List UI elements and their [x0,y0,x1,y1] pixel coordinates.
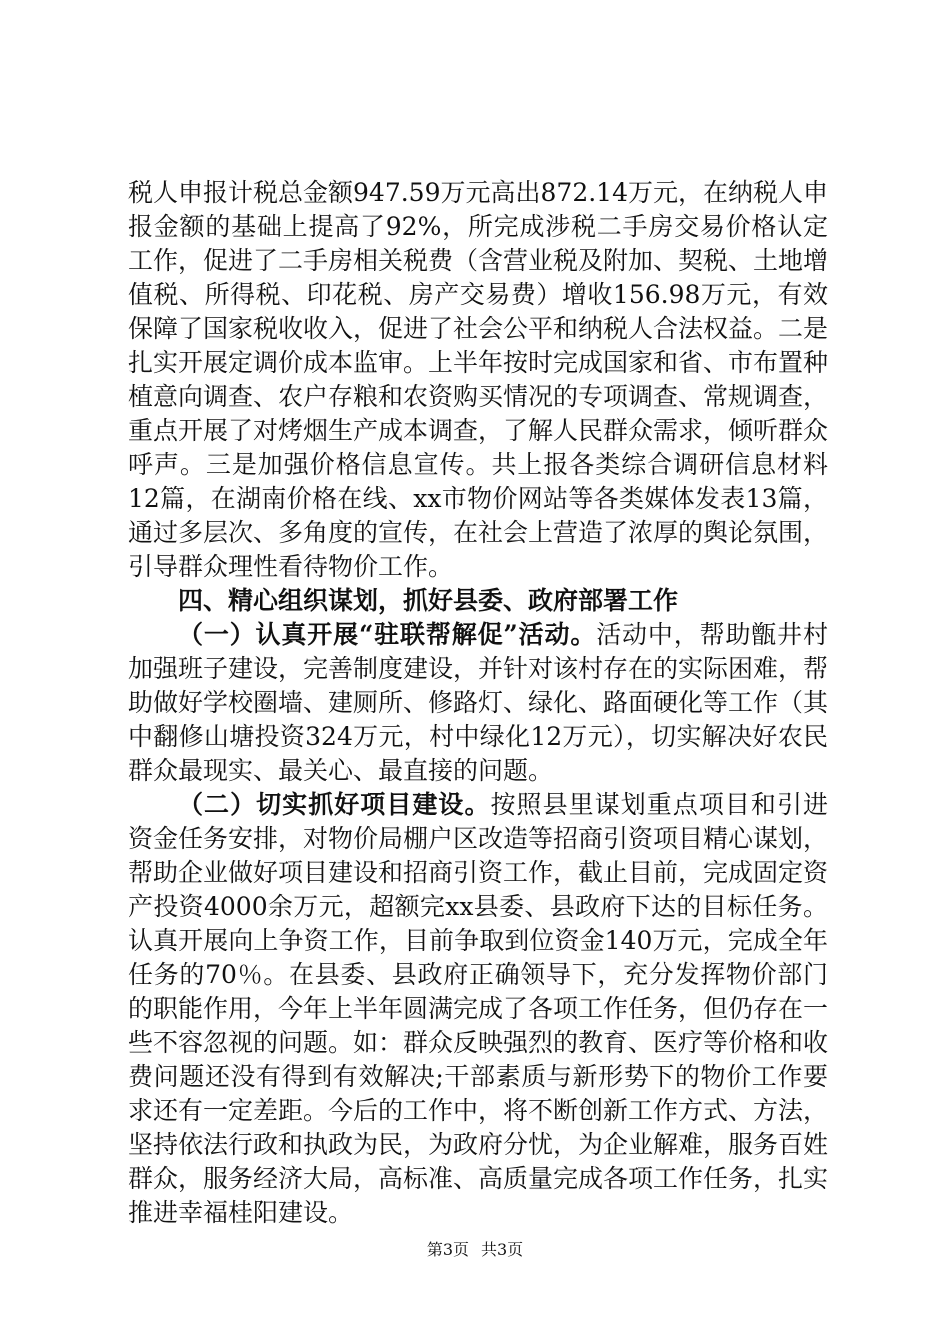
page-number: 第3页 [426,1240,469,1259]
section-heading-four: 四、精心组织谋划，抓好县委、政府部署工作 [178,586,679,615]
paragraph-lead-village-assistance: （一）认真开展“驻联帮解促”活动。 [178,620,597,649]
paragraph-body-project-construction: 按照县里谋划重点项目和引进资金任务安排，对物价局棚户区改造等招商引资项目精心谋划，帮助企业做好项目建设和招商引资工作，截止目前，完成固定资产投资4000余万元，超额完xx县委、县政府下达的目标任务。认真开展向上争资工作，目前争取到位资金140万元，完成全年任务的70％。在县委、县政府正确领导下，充分发挥物价部门的职能作用，今年上半年圆满完成了各项工作任务，但仍存在一些不容忽视的问题。如：群众反映强烈的教育、医疗等价格和收费问题还没有得到有效解决;干部素质与新形势下的物价工作要求还有一定差距。今后的工作中，将不断创新工作方式、方法，坚持依法行政和执政为民，为政府分忧，为企业解难，服务百姓群众，服务经济大局，高标准、高质量完成各项工作任务，扎实推进幸福桂阳建设。 [128,790,829,1227]
paragraph-lead-project-construction: （二）切实抓好项目建设。 [178,790,491,819]
paragraph-project-construction [128,788,828,1230]
paragraph-village-assistance [128,618,828,788]
document-body [128,176,828,1230]
paragraph-body-village-assistance: 活动中，帮助甑井村加强班子建设，完善制度建设，并针对该村存在的实际困难，帮助做好学校圈墙、建厕所、修路灯、绿化、路面硬化等工作（其中翻修山塘投资324万元，村中绿化12万元），切实解决好农民群众最现实、最关心、最直接的问题。 [128,620,829,785]
paragraph-tax-and-cost-review: 税人申报计税总金额947.59万元高出872.14万元，在纳税人申报金额的基础上提高了92%，所完成涉税二手房交易价格认定工作，促进了二手房相关税费（含营业税及附加、契税、土地增值税、所得税、印花税、房产交易费）增收156.98万元，有效保障了国家税收收入，促进了社会公平和纳税人合法权益。二是扎实开展定调价成本监审。上半年按时完成国家和省、市布置种植意向调查、农户存粮和农资购买情况的专项调查、常规调查，重点开展了对烤烟生产成本调查，了解人民群众需求，倾听群众呼声。三是加强价格信息宣传。共上报各类综合调研信息材料12篇，在湖南价格在线、xx市物价网站等各类媒体发表13篇，通过多层次、多角度的宣传，在社会上营造了浓厚的舆论氛围，引导群众理性看待物价工作。 [128,178,829,581]
page-total: 共3页 [481,1240,524,1259]
page-footer [0,1240,950,1260]
